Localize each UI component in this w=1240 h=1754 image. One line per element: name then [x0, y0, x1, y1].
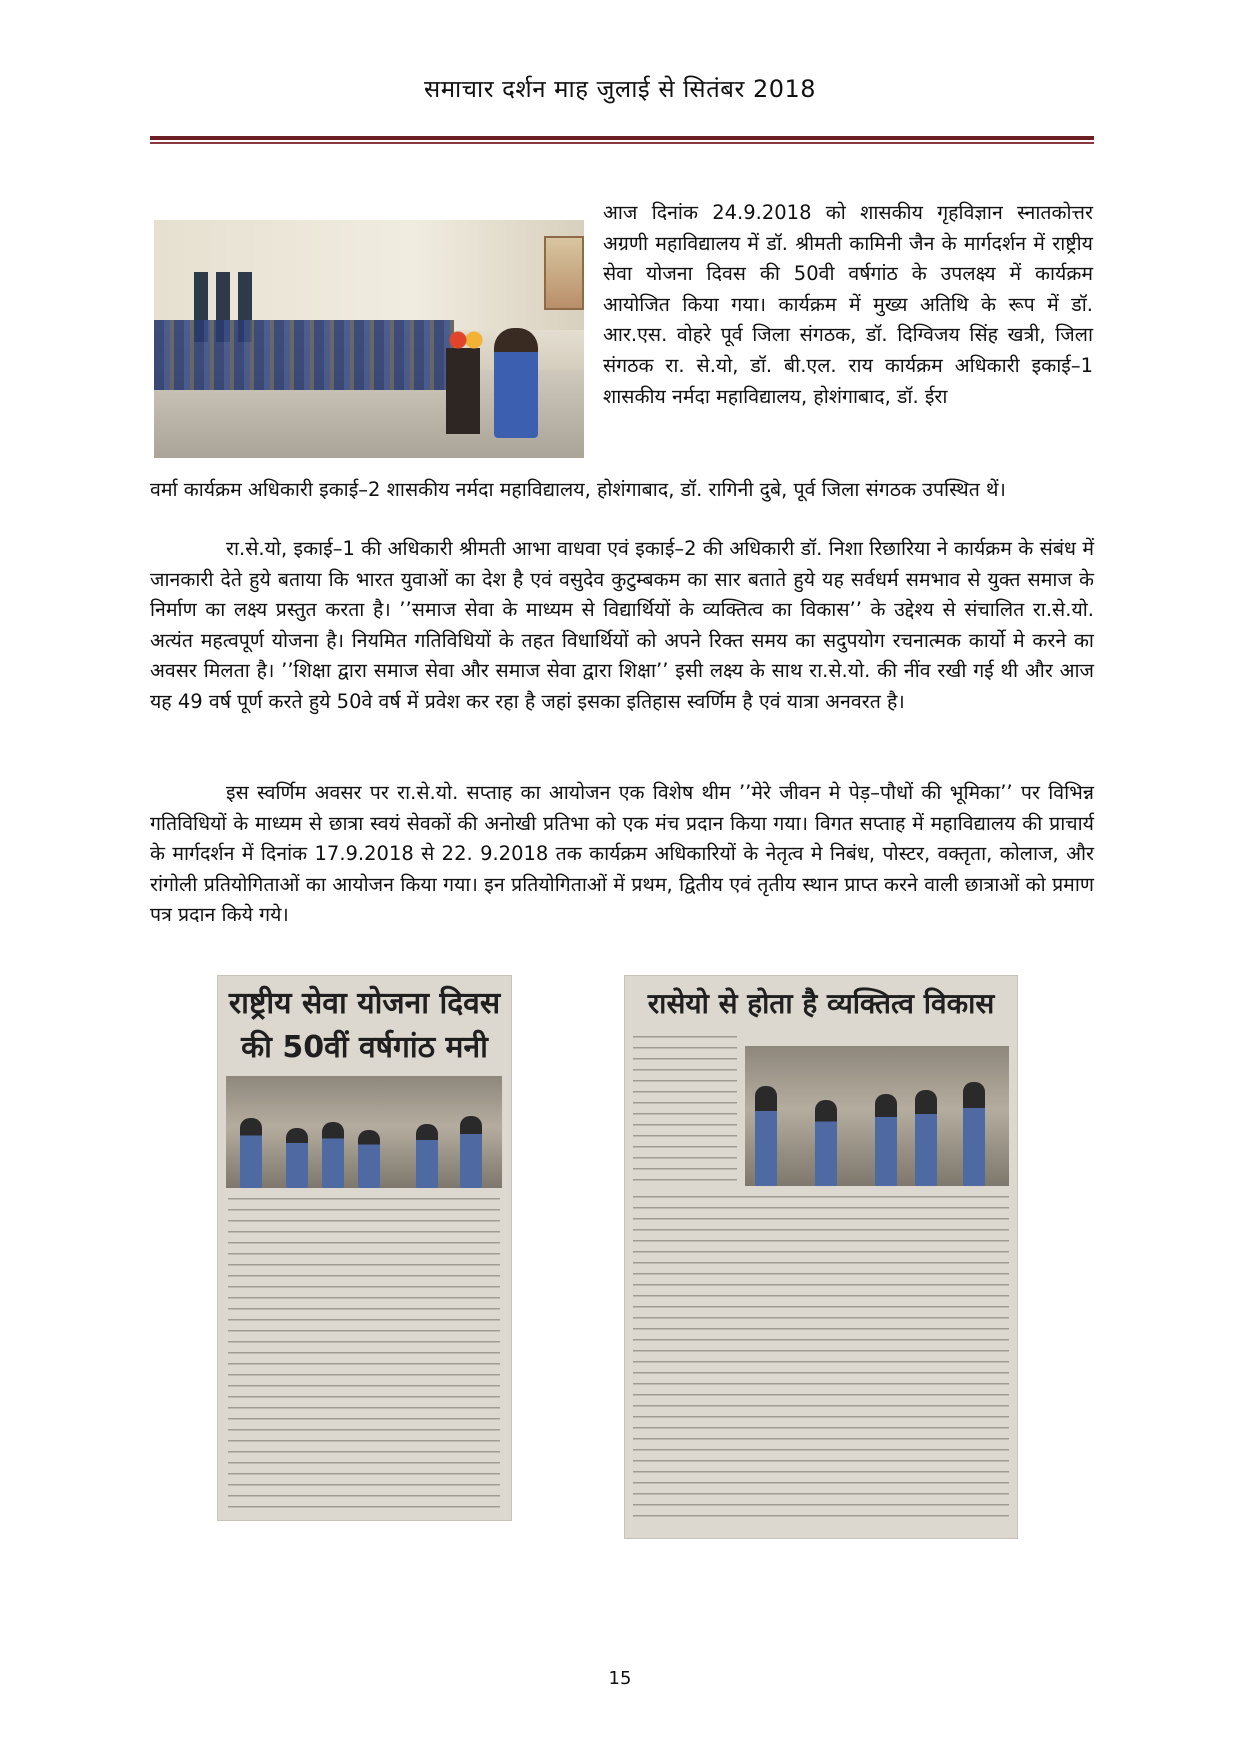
- photo-podium: [446, 348, 480, 434]
- photo-speaker: [494, 328, 538, 438]
- body-paragraph-3: इस स्वर्णिम अवसर पर रा.से.यो. सप्ताह का आयोजन एक विशेष थीम ’’मेरे जीवन मे पेड़–पौधों की भूमिका’’ पर विभिन्न गतिविधियों के माध्यम से छात्रा स्वयं सेवकों की अनोखी प्रतिभा को एक मंच प्रदान किया गया। विगत सप्ताह में महाविद्यालय की प्राचार्य के मार्गदर्शन में दिनांक 17.9.2018 से 22. 9.2018 तक कार्यक्रम अधिकारियों के नेतृत्व मे निबंध, पोस्टर, वक्तृता, कोलाज, और रांगोली प्रतियोगिताओं का आयोजन किया गया। इन प्रतियोगिताओं में प्रथम, द्वितीय एवं तृतीय स्थान प्राप्त करने वाली छात्राओं को प्रमाण पत्र प्रदान किये गये।: [150, 781, 1094, 927]
- clipping-figure: [416, 1124, 438, 1188]
- photo-poster: [544, 236, 584, 310]
- body-paragraph-2: रा.से.यो, इकाई–1 की अधिकारी श्रीमती आभा वाधवा एवं इकाई–2 की अधिकारी डॉ. निशा रिछारिया ने कार्यक्रम के संबंध में जानकारी देते हुये बताया कि भारत युवाओं का देश है एवं वसुदेव कुटुम्बकम का सार बताते हुये यह सर्वधर्म समभाव से युक्त समाज के निर्माण का लक्ष्य प्रस्तुत करता है। ’’समाज सेवा के माध्यम से विद्यार्थियों के व्यक्तित्व का विकास’’ के उद्देश्य से संचालित रा.से.यो. अत्यंत महत्वपूर्ण योजना है। नियमित गतिविधियों के तहत विधार्थियों को अपने रिक्त समय का सदुपयोग रचनात्मक कार्यो मे करने का अवसर मिलता है। ’’शिक्षा द्वारा समाज सेवा और समाज सेवा द्वारा शिक्षा’’ इसी लक्ष्य के साथ रा.से.यो. की नींव रखी गई थी और आज यह 49 वर्ष पूर्ण करते हुये 50वे वर्ष में प्रवेश कर रहा है जहां इसका इतिहास स्वर्णिम है एवं यात्रा अनवरत है।: [150, 537, 1094, 713]
- clipping-figure: [460, 1116, 482, 1188]
- photo-flowers: [446, 328, 486, 352]
- clipping-body-text: [228, 1198, 500, 1510]
- clipping-figure: [358, 1130, 380, 1188]
- photo-audience: [154, 320, 454, 390]
- clipping-figure: [755, 1086, 777, 1186]
- clipping-side-text: [633, 1036, 737, 1186]
- clipping-figure: [875, 1094, 897, 1186]
- clipping-figure: [963, 1082, 985, 1186]
- clipping-figure: [322, 1122, 344, 1188]
- intro-paragraph-right: आज दिनांक 24.9.2018 को शासकीय गृहविज्ञान स्नातकोत्तर अग्रणी महाविद्यालय में डॉ. श्रीमती कामिनी जैन के मार्गदर्शन में राष्ट्रीय सेवा योजना दिवस की 50वी वर्षगांठ के उपलक्ष्य में कार्यक्रम आयोजित किया गया। कार्यक्रम में मुख्य अतिथि के रूप में डॉ. आर.एस. वोहरे पूर्व जिला संगठक, डॉ. दिग्विजय सिंह खत्री, जिला संगठक रा. से.यो, डॉ. बी.एल. राय कार्यक्रम अधिकारी इकाई–1 शासकीय नर्मदा महाविद्यालय, होशंगाबाद, डॉ. ईरा: [603, 201, 1093, 408]
- intro-paragraph-continued: वर्मा कार्यक्रम अधिकारी इकाई–2 शासकीय नर्मदा महाविद्यालय, होशंगाबाद, डॉ. रागिनी दुबे, पूर्व जिला संगठक उपस्थित थें।: [150, 478, 1006, 501]
- header-rule-thick: [150, 136, 1094, 140]
- clipping-figure: [286, 1128, 308, 1188]
- page-header: समाचार दर्शन माह जुलाई से सितंबर 2018: [423, 75, 817, 103]
- clipping-figure: [915, 1090, 937, 1186]
- event-photo: [154, 220, 584, 458]
- page-number: 15: [608, 1668, 632, 1689]
- clipping-photo: [226, 1076, 502, 1188]
- newspaper-clipping-left: [217, 975, 512, 1521]
- clipping-figure: [815, 1100, 837, 1186]
- clipping-headline: राष्ट्रीय सेवा योजना दिवस की 50वीं वर्षगांठ मनी: [228, 986, 501, 1065]
- newspaper-clipping-right: [624, 975, 1018, 1539]
- clipping-figure: [240, 1118, 262, 1188]
- clipping-body-text: [633, 1196, 1009, 1526]
- header-rule-thin: [150, 142, 1094, 144]
- clipping-headline: रासेयो से होता है व्यक्तित्व विकास: [647, 987, 995, 1020]
- clipping-photo: [745, 1046, 1009, 1186]
